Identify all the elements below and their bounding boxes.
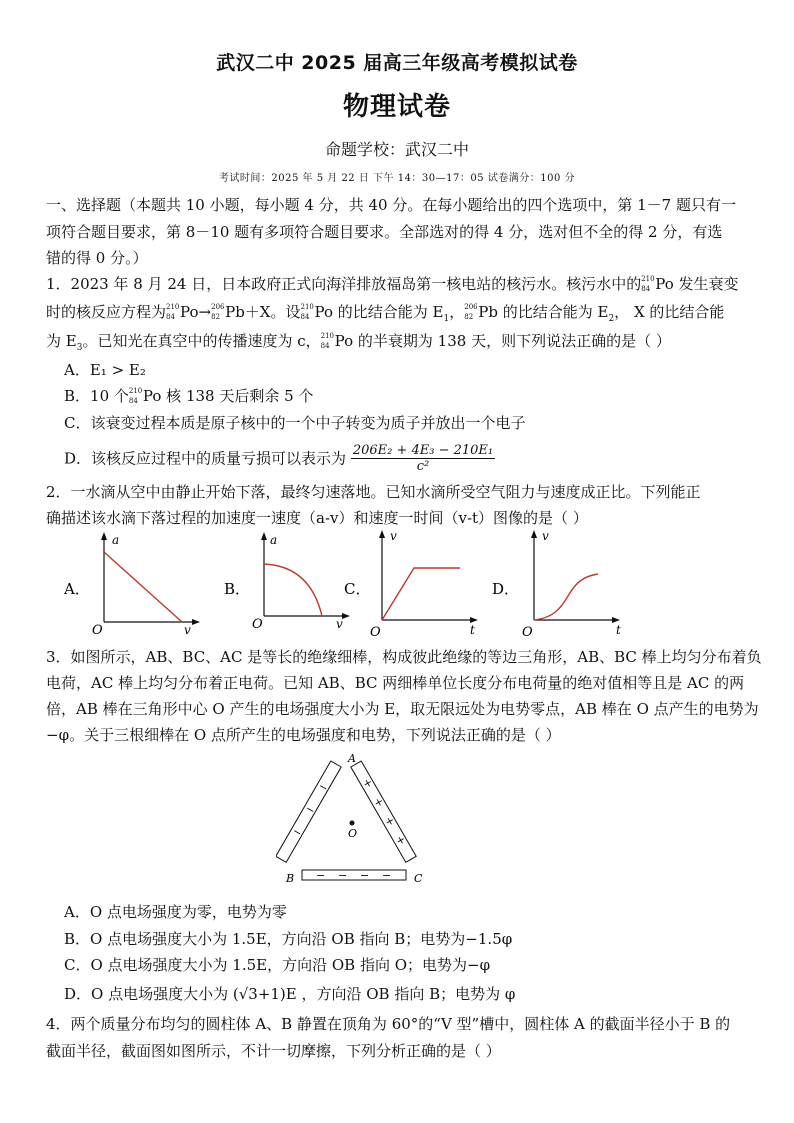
q2-graphs (60, 530, 740, 642)
x-axis-label: v (184, 623, 191, 637)
q1-line: 1．2023 年 8 月 24 日，日本政府正式向海洋排放福岛第一核电站的核污水。核污水中的 210 84 Po 发生衰变 (46, 275, 739, 293)
rod-ac (351, 761, 416, 862)
isotope-po: 210 84 (128, 387, 143, 405)
isotope-po: 210 84 (320, 332, 334, 350)
exam-info: 考试时间：2025 年 5 月 22 日 下午 14：30—17：05 试卷满分：100 分 (218, 173, 576, 184)
q4-line: 4．两个质量分布均匀的圆柱体 A、B 静置在顶角为 60°的“V 型”槽中，圆柱体 A 的截面半径小于 B 的 (46, 1015, 731, 1033)
graph-b[interactable] (224, 532, 350, 632)
origin-label: O (252, 617, 263, 632)
q1-option-a[interactable]: A．E₁ > E₂ (64, 361, 146, 379)
q1-option-c[interactable]: C．该衰变过程本质是原子核中的一个中子转变为质子并放出一个电子 (64, 414, 526, 432)
q3-option-b[interactable]: B．O 点电场强度大小为 1.5E，方向沿 OB 指向 B；电势为−1.5φ (64, 930, 513, 948)
svg-text:+: + (360, 775, 376, 792)
label-a: A (348, 752, 356, 765)
exam-title: 武汉二中 2025 届高三年级高考模拟试卷 (216, 52, 578, 74)
x-axis-label: v (336, 617, 343, 631)
section-instructions-line: 一、选择题（本题共 10 小题，每小题 4 分，共 40 分。在每小题给出的四个选项中，第 1－7 题只有一 (46, 196, 736, 214)
rod-ab (276, 761, 341, 862)
svg-text:−: − (360, 869, 370, 882)
center-point-o (350, 821, 355, 826)
y-axis-label: a (112, 533, 120, 547)
isotope-pb: 206 82 (211, 303, 225, 321)
origin-label: O (92, 623, 103, 638)
q1-option-b[interactable]: B．10 个 210 84 Po 核 138 天后剩余 5 个 (64, 387, 314, 405)
q1-line: 时的核反应方程为 210 84 Po→ 206 82 Pb＋X。设 210 84 Po 的比结合能为 $E_1$， 206 82 Pb 的比结合能为 $E_2$， X 的比结合能 (46, 303, 725, 324)
y-axis-label: a (270, 533, 278, 547)
section-instructions-line: 项符合题目要求，第 8－10 题有多项符合题目要求。全部选对的得 4 分，选对但不全的得 2 分，有选 (46, 223, 723, 241)
a-v-line (104, 552, 182, 622)
graph-label: C． (344, 580, 371, 598)
rod-bc (302, 869, 406, 882)
isotope-po: 210 84 (300, 303, 314, 321)
mass-defect-fraction: $\frac{\text{206E₂ + 4E₃ − 210E₁}}{\text{c²}}$ (352, 443, 494, 474)
q3-line: 3．如图所示，AB、BC、AC 是等长的绝缘细棒，构成彼此绝缘的等边三角形，AB、BC 棒上均匀分布着负 (46, 648, 762, 666)
label-o: O (348, 827, 358, 840)
q2-line: 2．一水滴从空中由静止开始下落，最终匀速落地。已知水滴所受空气阻力与速度成正比。下列能正 (46, 483, 701, 501)
label-c: C (414, 872, 423, 885)
subject-title: 物理试卷 (342, 92, 451, 122)
svg-text:+: + (371, 794, 387, 811)
isotope-pb: 206 82 (464, 303, 478, 321)
q3-option-c[interactable]: C．O 点电场强度大小为 1.5E，方向沿 OB 指向 O；电势为−φ (64, 956, 491, 974)
x-axis-label: t (470, 623, 475, 637)
graph-c[interactable] (344, 530, 478, 640)
origin-label: O (370, 625, 381, 640)
graph-d[interactable] (492, 530, 621, 640)
isotope-po: 210 84 (166, 303, 180, 321)
q4-line: 截面半径，截面图如图所示，不计一切摩擦，下列分析正确的是（ ） (46, 1042, 501, 1060)
triangle-diagram (276, 750, 436, 890)
q3-line: 电荷，AC 棒上均匀分布着正电荷。已知 AB、BC 两细棒单位长度分布电荷量的绝对值相等且是 AC 的两 (46, 674, 745, 692)
q2-line: 确描述该水滴下落过程的加速度一速度（a-v）和速度一时间（v-t）图像的是（ ） (46, 509, 588, 527)
graph-label: D． (492, 580, 520, 598)
section-instructions-line: 错的得 0 分。） (46, 249, 148, 267)
graph-a[interactable] (63, 532, 200, 638)
v-t-curve (534, 574, 598, 620)
q3-option-a[interactable]: A．O 点电场强度为零，电势为零 (64, 903, 287, 921)
svg-text:+: + (382, 813, 398, 830)
svg-text:−: − (338, 869, 348, 882)
graph-label: A． (64, 580, 90, 598)
q1-option-d[interactable]: D．该核反应过程中的质量亏损可以表示为 $\frac{\text{206E₂ + 4E₃ − 210E₁}}{\text{c²}}$ (64, 443, 494, 474)
svg-text:−: − (290, 824, 305, 841)
v-t-line (382, 568, 460, 620)
label-b: B (286, 872, 295, 885)
isotope-po: 210 84 (641, 275, 655, 293)
svg-text:−: − (316, 779, 331, 796)
a-v-curve (264, 564, 322, 616)
q3-option-d[interactable]: D．O 点电场强度大小为 (√3+1)E ，方向沿 OB 指向 B；电势为 φ (64, 985, 516, 1003)
q3-line: 倍，AB 棒在三角形中心 O 产生的电场强度大小为 E，取无限远处为电势零点，AB 棒在 O 点产生的电势为 (46, 700, 759, 718)
origin-label: O (522, 625, 533, 640)
y-axis-label: v (390, 530, 397, 543)
y-axis-label: v (542, 530, 549, 543)
svg-text:−: − (382, 869, 392, 882)
x-axis-label: t (616, 623, 621, 637)
svg-text:−: − (303, 801, 318, 818)
graph-label: B． (224, 580, 251, 598)
svg-text:+: + (393, 832, 409, 849)
svg-text:−: − (316, 869, 326, 882)
q1-line: 为 $E_3$。已知光在真空中的传播速度为 c， 210 84 Po 的半衰期为 138 天，则下列说法正确的是（ ） (46, 332, 671, 353)
school-line: 命题学校：武汉二中 (324, 140, 469, 159)
q3-line: −φ。关于三根细棒在 O 点所产生的电场强度和电势，下列说法正确的是（ ） (46, 726, 561, 744)
